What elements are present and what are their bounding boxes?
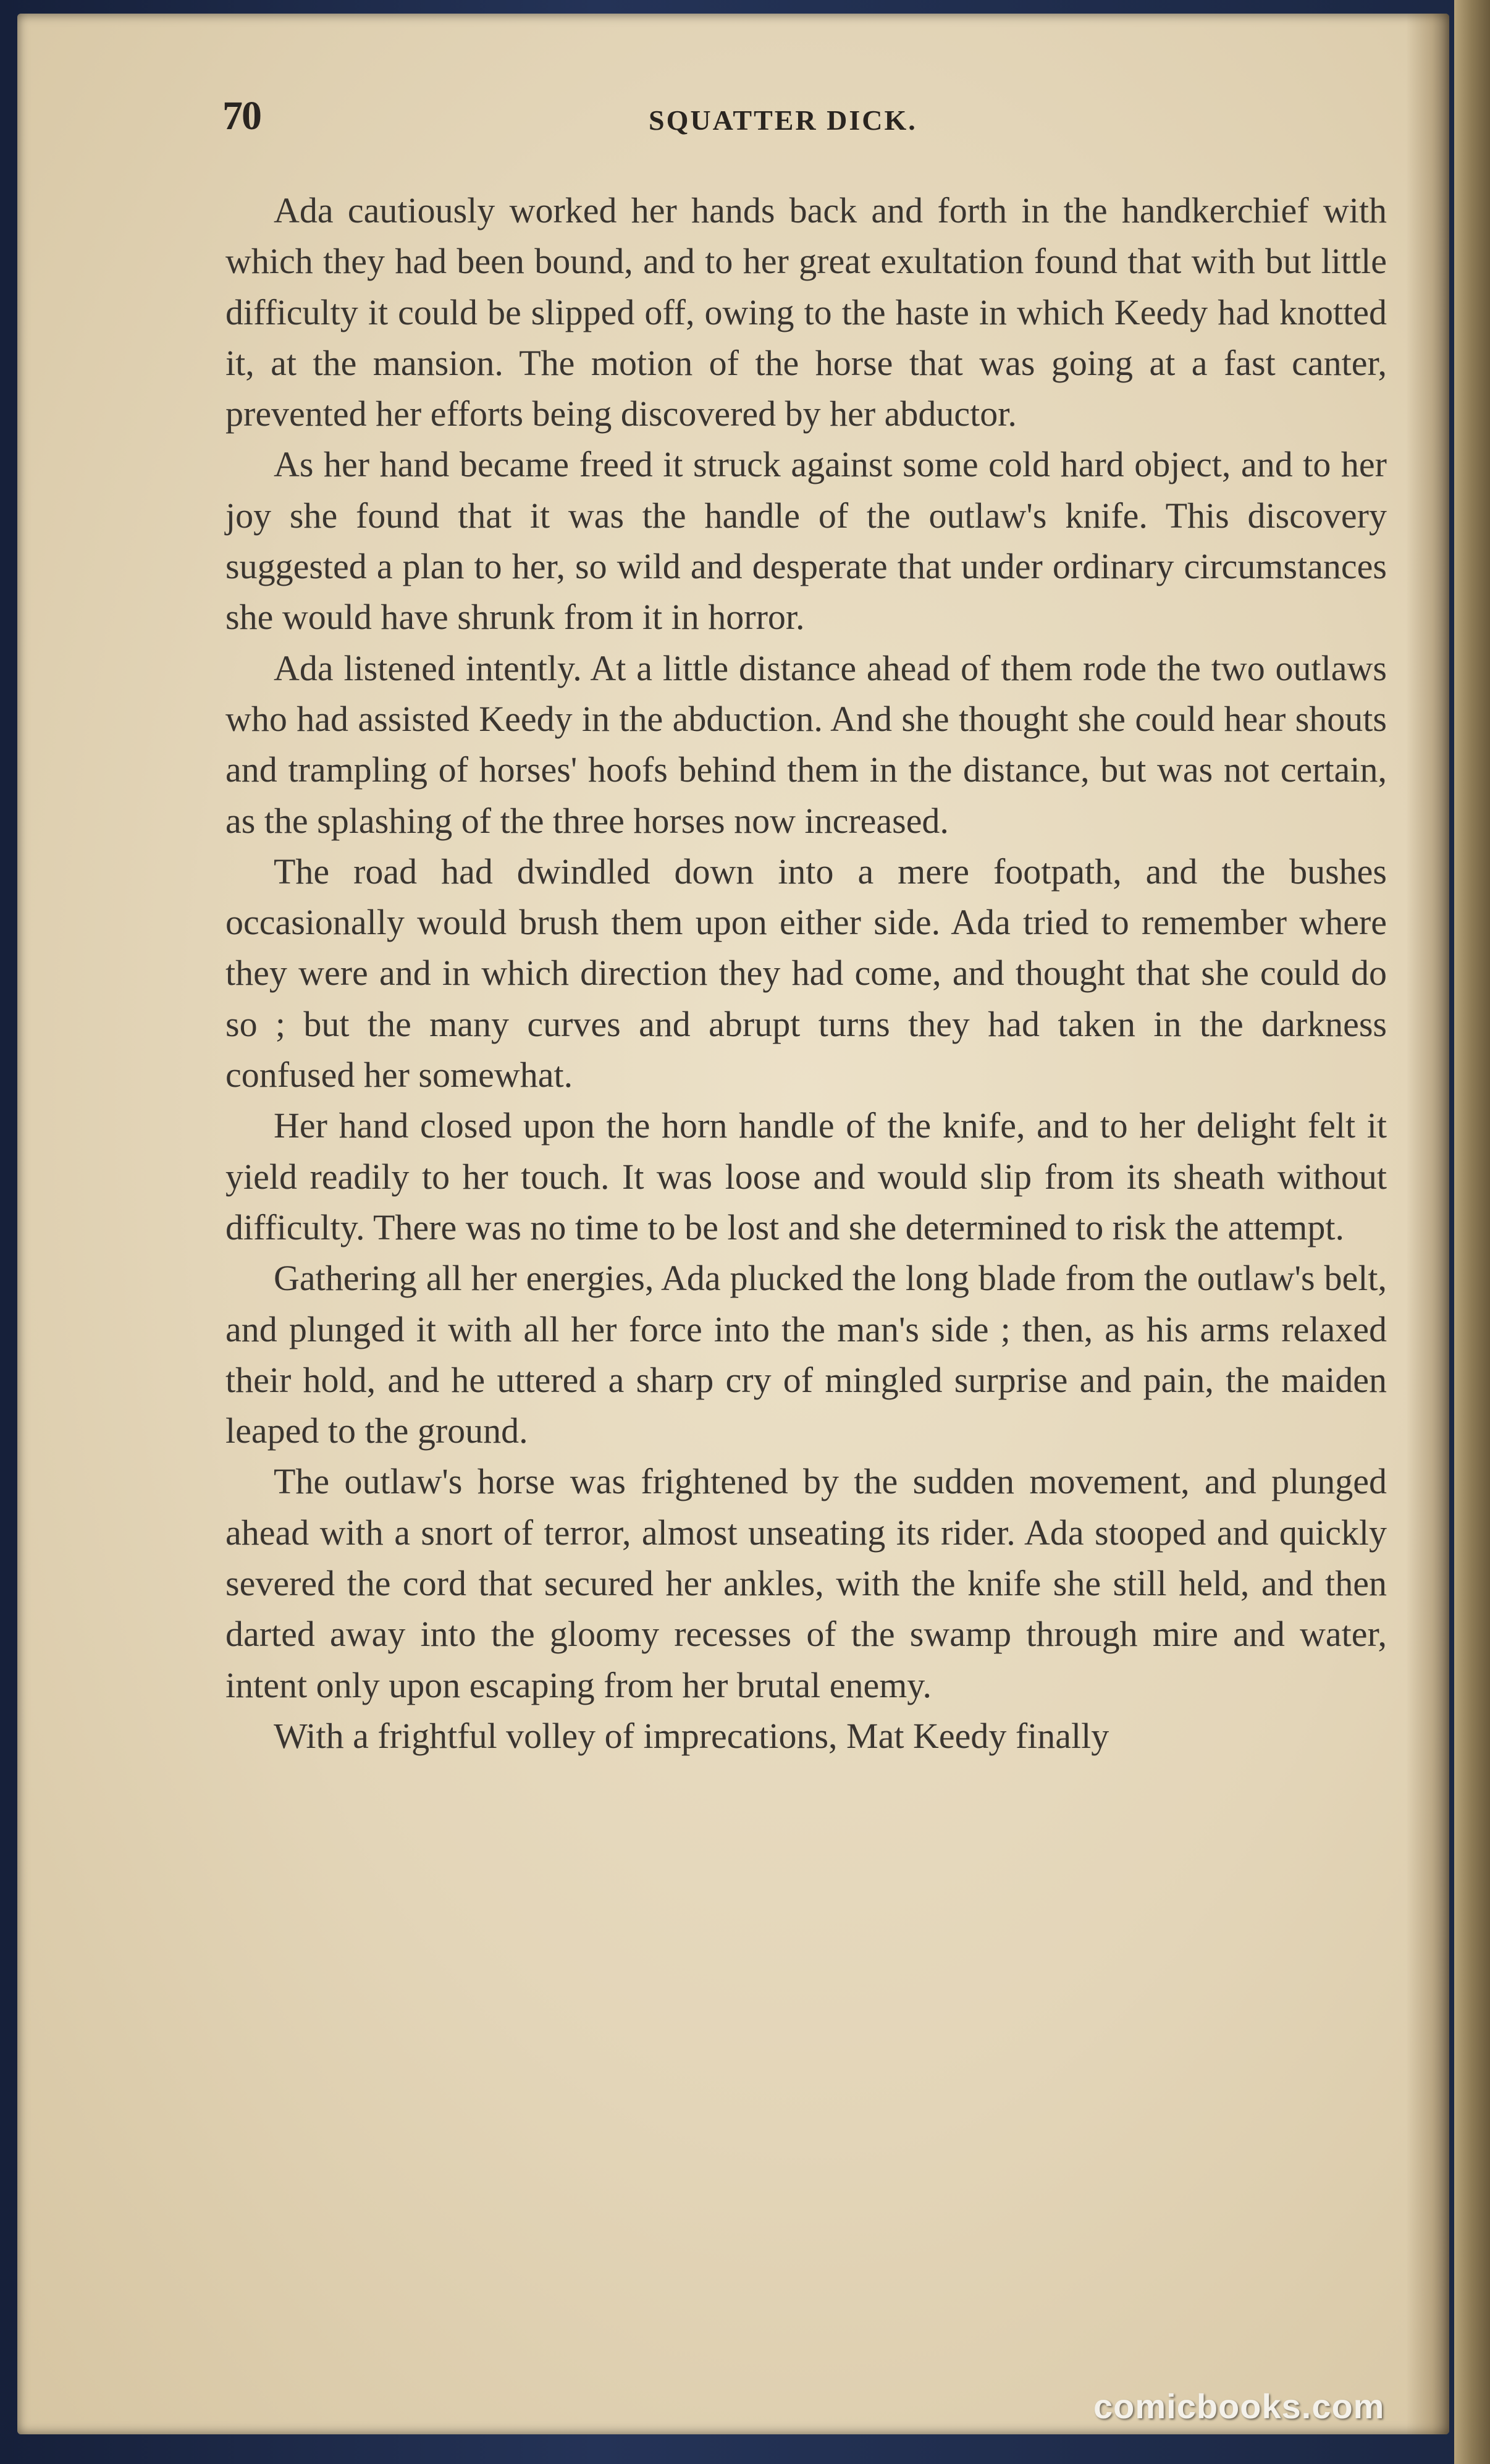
- book-spine-edge: [1454, 0, 1490, 2464]
- watermark: comicbooks.com: [1093, 2387, 1385, 2426]
- page-number: 70: [222, 93, 261, 138]
- paragraph: Her hand closed upon the horn handle of the knife, and to her delight felt it yield readily to her touch. It was loose and would slip from its sheath without difficulty. There was no time to be lost and she determined to risk the attempt.: [225, 1105, 1387, 1247]
- page-edge-shadow: [1406, 14, 1449, 2434]
- paragraph: As her hand became freed it struck against some cold hard object, and to her joy she found that it was the handle of the outlaw's knife. This discovery suggested a plan to her, so wild and desperate that under ordinary circumstances she would have shrunk from it in horror.: [225, 444, 1387, 638]
- page-header: [222, 93, 1396, 148]
- running-title: SQUATTER DICK.: [649, 104, 917, 136]
- body-text: [225, 185, 1387, 1762]
- paragraph: Gathering all her energies, Ada plucked the long blade from the outlaw's belt, and plunged it with all her force into the man's side ; then, as his arms relaxed their hold, and he uttered a sharp cry of mingled surprise and pain, the maiden leaped to the ground.: [225, 1258, 1387, 1451]
- paragraph: Ada cautiously worked her hands back and forth in the handkerchief with which they had been bound, and to her great exultation found that with but little difficulty it could be slipped off, owing to the haste in which Keedy had knotted it, at the mansion. The motion of the horse that was going at a fast canter, prevented her efforts being discovered by her abductor.: [225, 190, 1387, 434]
- paragraph: The road had dwindled down into a mere footpath, and the bushes occasionally would brush them upon either side. Ada tried to remember where they were and in which direction they had come, and thought that she could do so ; but the many curves and abrupt turns they had taken in the darkness confused her somewhat.: [225, 851, 1387, 1095]
- paragraph: With a frightful volley of imprecations, Mat Keedy finally: [274, 1715, 1109, 1756]
- paragraph: Ada listened intently. At a little distance ahead of them rode the two outlaws who had assisted Keedy in the abduction. And she thought she could hear shouts and trampling of horses' hoofs behind them in the distance, but was not certain, as the splashing of the three horses now increased.: [225, 648, 1387, 841]
- paragraph: The outlaw's horse was frightened by the sudden movement, and plunged ahead with a snort of terror, almost unseating its rider. Ada stooped and quickly severed the cord that secured her ankles, with the knife she still held, and then darted away into the gloomy recesses of the swamp through mire and water, intent only upon escaping from her brutal enemy.: [225, 1461, 1387, 1705]
